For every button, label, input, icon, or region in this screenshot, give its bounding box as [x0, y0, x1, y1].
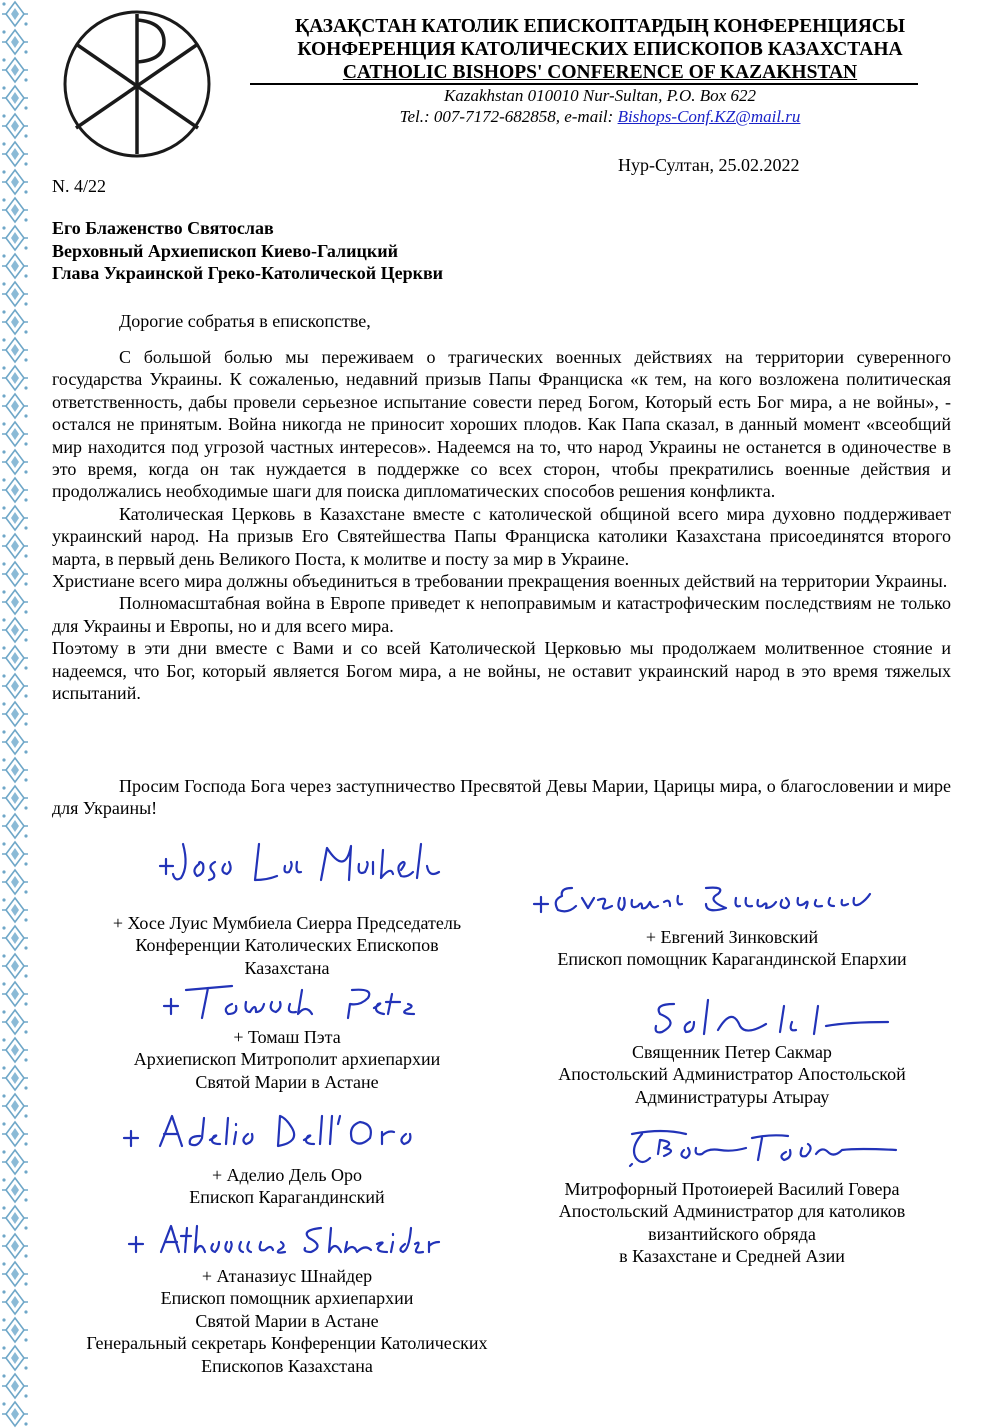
- contact-line: Tel.: 007-7172-682858, e-mail: Bishops-Conf.KZ@mail.ru: [399, 107, 801, 126]
- signature-zinkovsky: [530, 874, 890, 924]
- signatory-line: Генеральный секретарь Конференции Католических: [86, 1333, 488, 1354]
- signatory-line: Апостольский Администратор для католиков: [558, 1201, 906, 1222]
- signatory-line: Епископ Карагандинский: [189, 1187, 385, 1208]
- signatory-line: + Томаш Пэта: [233, 1027, 341, 1047]
- signatory-line: Священник Петер Сакмар: [632, 1042, 832, 1062]
- letter-date: Нур-Султан, 25.02.2022: [618, 155, 800, 175]
- signatory-line: + Евгений Зинковский: [645, 927, 819, 947]
- signature-block-delloro: [52, 1164, 522, 1209]
- signatory-line: + Хосе Луис Мумбиела Сиерра Председатель: [112, 913, 462, 933]
- signature-delloro: [120, 1108, 420, 1156]
- signatory-line: Епископ помощник Карагандинской Епархии: [557, 949, 907, 970]
- signature-block-schneider: [22, 1265, 552, 1377]
- body-paragraph: Поэтому в эти дни вместе с Вами и со всей Католической Церковью мы продолжаем молитвенное стояние и надеемся, что Бог, который является Богом мира, а не войны, не оставит украинский народ в это время тяжелых испытаний.: [52, 638, 951, 704]
- signatory-line: Святой Марии в Астане: [195, 1071, 379, 1092]
- body-paragraph: Полномасштабная война в Европе приведет к непоправимым и катастрофическим последствиям не только для Украины и Европы, но и для всего мира.: [52, 593, 951, 636]
- letter-body: [52, 346, 951, 705]
- chi-rho-icon: [52, 8, 222, 160]
- recipient-line: Глава Украинской Греко-Католической Церкви: [52, 263, 444, 283]
- recipient-block: [52, 217, 443, 285]
- signatory-line: Апостольский Администратор Апостольской: [558, 1064, 906, 1085]
- signatory-line: Конференции Католических Епископов: [135, 935, 439, 956]
- signatory-line: Епископов Казахстана: [201, 1355, 373, 1376]
- postal-address: Kazakhstan 010010 Nur-Sultan, P.O. Box 622: [444, 86, 756, 105]
- signatory-line: Митрофорный Протоиерей Василий Говера: [564, 1179, 900, 1199]
- body-paragraph: С большой болью мы переживаем о трагических военных действиях на территории суверенного государства Украины. К сожаленью, недавний призыв Папы Франциска «к тем, на кого возложена политическая ответственность, дабы провели серьезное испытание совести перед Богом, Который есть Бог мира, а не войны», - остался не принятым. Война никогда не приносит хороших плодов. Как Папа сказал, в данный момент «всеобщий мир находится под угрозой частных интересов». Надеемся на то, что народ Украины не останется в одиночестве в это время, когда он так нуждается в поддержке со всех сторон, чтобы прекратились военные действия и продолжались необходимые шаги для поиска дипломатических способов решения конфликта.: [52, 347, 951, 502]
- signature-block-mumbiela: [52, 912, 522, 979]
- signature-mumbiela: [155, 826, 445, 898]
- conference-name-english: CATHOLIC BISHOPS' CONFERENCE OF KAZAKHSTAN: [342, 62, 858, 83]
- body-paragraph: Христиане всего мира должны объединиться в требовании прекращения военных действий на территории Украины.: [52, 571, 948, 592]
- conference-name-kazakh: ҚАЗАҚСТАН КАТОЛИК ЕПИСКОПТАРДЫҢ КОНФЕРЕНЦИЯСЫ: [294, 16, 906, 37]
- signature-block-peta: [52, 1026, 522, 1093]
- signature-peta: [160, 980, 420, 1025]
- conference-name-russian: КОНФЕРЕНЦИЯ КАТОЛИЧЕСКИХ ЕПИСКОПОВ КАЗАХСТАНА: [297, 39, 903, 60]
- signature-gover: [612, 1124, 902, 1174]
- signatory-line: Администратуры Атырау: [634, 1086, 830, 1107]
- greeting: Дорогие собратья в епископстве,: [119, 311, 371, 331]
- letter-number: N. 4/22: [52, 176, 106, 196]
- signatory-line: византийского обряда: [648, 1223, 816, 1244]
- header-divider: [250, 83, 918, 85]
- body-paragraph: Католическая Церковь в Казахстане вместе с католической общиной всего мира духовно поддерживает украинский народ. На призыв Его Святейшества Папы Франциска католики Казахстана присоединятся второго марта, в первый день Великого Поста, к молитве и посту за мир в Украине.: [52, 503, 951, 569]
- recipient-line: Верховный Архиепископ Киево-Галицкий: [52, 240, 398, 261]
- signatory-line: Святой Марии в Астане: [195, 1310, 379, 1331]
- signature-schneider: [125, 1220, 445, 1262]
- signatory-line: + Аделио Дель Оро: [211, 1165, 363, 1185]
- signature-block-zinkovsky: [490, 926, 974, 971]
- signatory-line: Казахстана: [244, 957, 330, 978]
- signature-block-sakmar: [490, 1041, 974, 1108]
- signature-block-gover: [490, 1178, 974, 1268]
- signature-sakmar: [648, 996, 894, 1042]
- signatory-line: в Казахстане и Средней Азии: [619, 1246, 845, 1267]
- email-link[interactable]: Bishops-Conf.KZ@mail.ru: [617, 107, 801, 126]
- signatory-line: Епископ помощник архиепархии: [160, 1288, 414, 1309]
- signatory-line: + Атаназиус Шнайдер: [201, 1266, 373, 1286]
- decorative-border: [0, 0, 30, 1428]
- closing-paragraph: Просим Господа Бога через заступничество Пресвятой Девы Марии, Царицы мира, о благословении и мире для Украины!: [52, 776, 951, 819]
- recipient-line: Его Блаженство Святослав: [52, 218, 274, 238]
- signatory-line: Архиепископ Митрополит архиепархии: [133, 1049, 441, 1070]
